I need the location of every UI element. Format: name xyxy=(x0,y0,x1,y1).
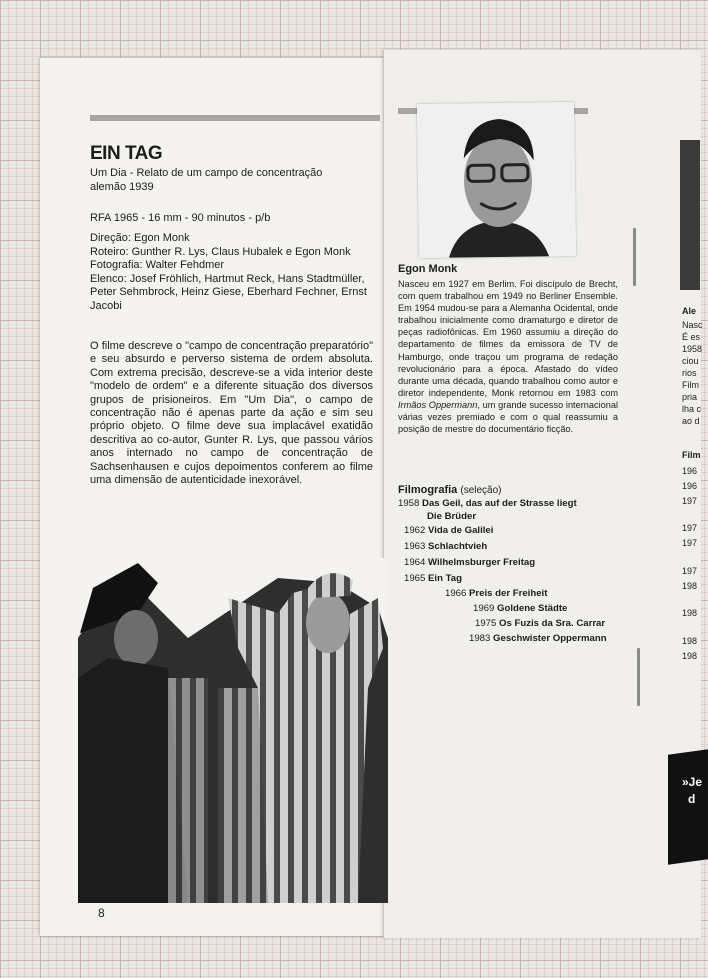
director-portrait-image xyxy=(417,102,576,258)
bio-text-italic: Irmãos Oppermann xyxy=(398,399,478,410)
credit-cast: Elenco: Josef Fröhlich, Hartmut Reck, Hans Stadtmüller, Peter Sehmbrock, Heinz Giese, Eberhard Fechner, Ernst Jacobi xyxy=(90,272,367,312)
credit-screenplay: Roteiro: Gunther R. Lys, Claus Hubalek e Egon Monk xyxy=(90,245,351,258)
filmography-item: 1962 Vida de Galilei xyxy=(404,525,494,536)
film-still-image xyxy=(78,558,388,903)
bio-text xyxy=(398,278,618,435)
next-page-quote-2: d xyxy=(688,792,696,806)
tech-line: RFA 1965 - 16 mm - 90 minutos - p/b xyxy=(90,212,271,224)
filmography-item: 1975 Os Fuzis da Sra. Carrar xyxy=(475,618,606,629)
filmography-item: 1963 Schlachtvieh xyxy=(404,541,488,552)
next-page-photo xyxy=(680,140,700,290)
filmography-item: 1983 Geschwister Oppermann xyxy=(469,633,607,644)
bio-text-part2: , um grande sucesso internacional várias vezes premiado e com o qual reassumiu a posição de mestre do documentário ficção. xyxy=(398,399,619,435)
next-page-name: Ale xyxy=(682,306,697,316)
bio-text-part1: Nasceu em 1927 em Berlim. Foi discípulo de Brecht, com quem trabalhou em 1949 no Berliner Ensemble. Em 1954 mudou-se para a Alemanha Ocidental, onde trabalhou inicialmente como dramaturgo e diretor de peças radiofônicas. Em 1960 assumiu a direção do departamento de filmes da emissora de TV de Hamburgo, onde traçou um programa de redação revolucionário para a época. Afastado do vídeo durante uma década, quando trabalhou como autor e diretor independente, Monk retornou em 1983 com xyxy=(398,279,618,398)
bio-name: Egon Monk xyxy=(398,263,458,275)
filmography-heading xyxy=(398,484,502,496)
filmography-item: 1964 Wilhelmsburger Freitag xyxy=(404,557,536,568)
filmography-heading-text: Filmografia xyxy=(398,484,458,496)
director-portrait xyxy=(417,102,576,258)
credits xyxy=(90,232,370,314)
filmography-item: 1966 Preis der Freiheit xyxy=(445,588,548,599)
filmography-note: (seleção) xyxy=(460,485,502,496)
film-still xyxy=(78,558,388,903)
page-number: 8 xyxy=(98,906,105,920)
staple-bottom xyxy=(637,648,640,706)
credit-photography: Fotografia: Walter Fehdmer xyxy=(90,259,225,272)
title-rule xyxy=(90,115,380,121)
synopsis: O filme descreve o "campo de concentração preparatório" e seu absurdo e perverso sistema de ordem absoluta. Com extrema precisão, descreve-se a vida interior deste "modelo de ordem" e a diferente situação dos diversos grupos de prisioneiros. Em "Um Dia", o campo de concentração não é apenas parte da ação e sim seu próprio objeto. O filme deve sua implacável exatidão descritiva ao co-autor, Gunter R. Lys, que passou vários anos internado no campo de concentração de Sachsenhausen e cujos depoimentos conferem ao filme uma dimensão de autenticidade inexorável. xyxy=(90,340,373,487)
filmography-item: 1965 Ein Tag xyxy=(404,573,462,584)
staple-top xyxy=(633,228,636,286)
filmography-item: 1969 Goldene Städte xyxy=(473,603,568,614)
next-page-quote-box xyxy=(668,749,708,865)
credit-direction: Direção: Egon Monk xyxy=(90,232,190,244)
subtitle: Um Dia - Relato de um campo de concentração alemão 1939 xyxy=(90,167,323,193)
next-page-filmo: Film xyxy=(682,450,701,460)
filmography-item: Die Brüder xyxy=(427,511,477,522)
next-page-quote: »Je xyxy=(682,775,703,789)
page-title: EIN TAG xyxy=(90,143,163,164)
filmography-item: 1958 Das Geil, das auf der Strasse liegt xyxy=(398,498,577,509)
